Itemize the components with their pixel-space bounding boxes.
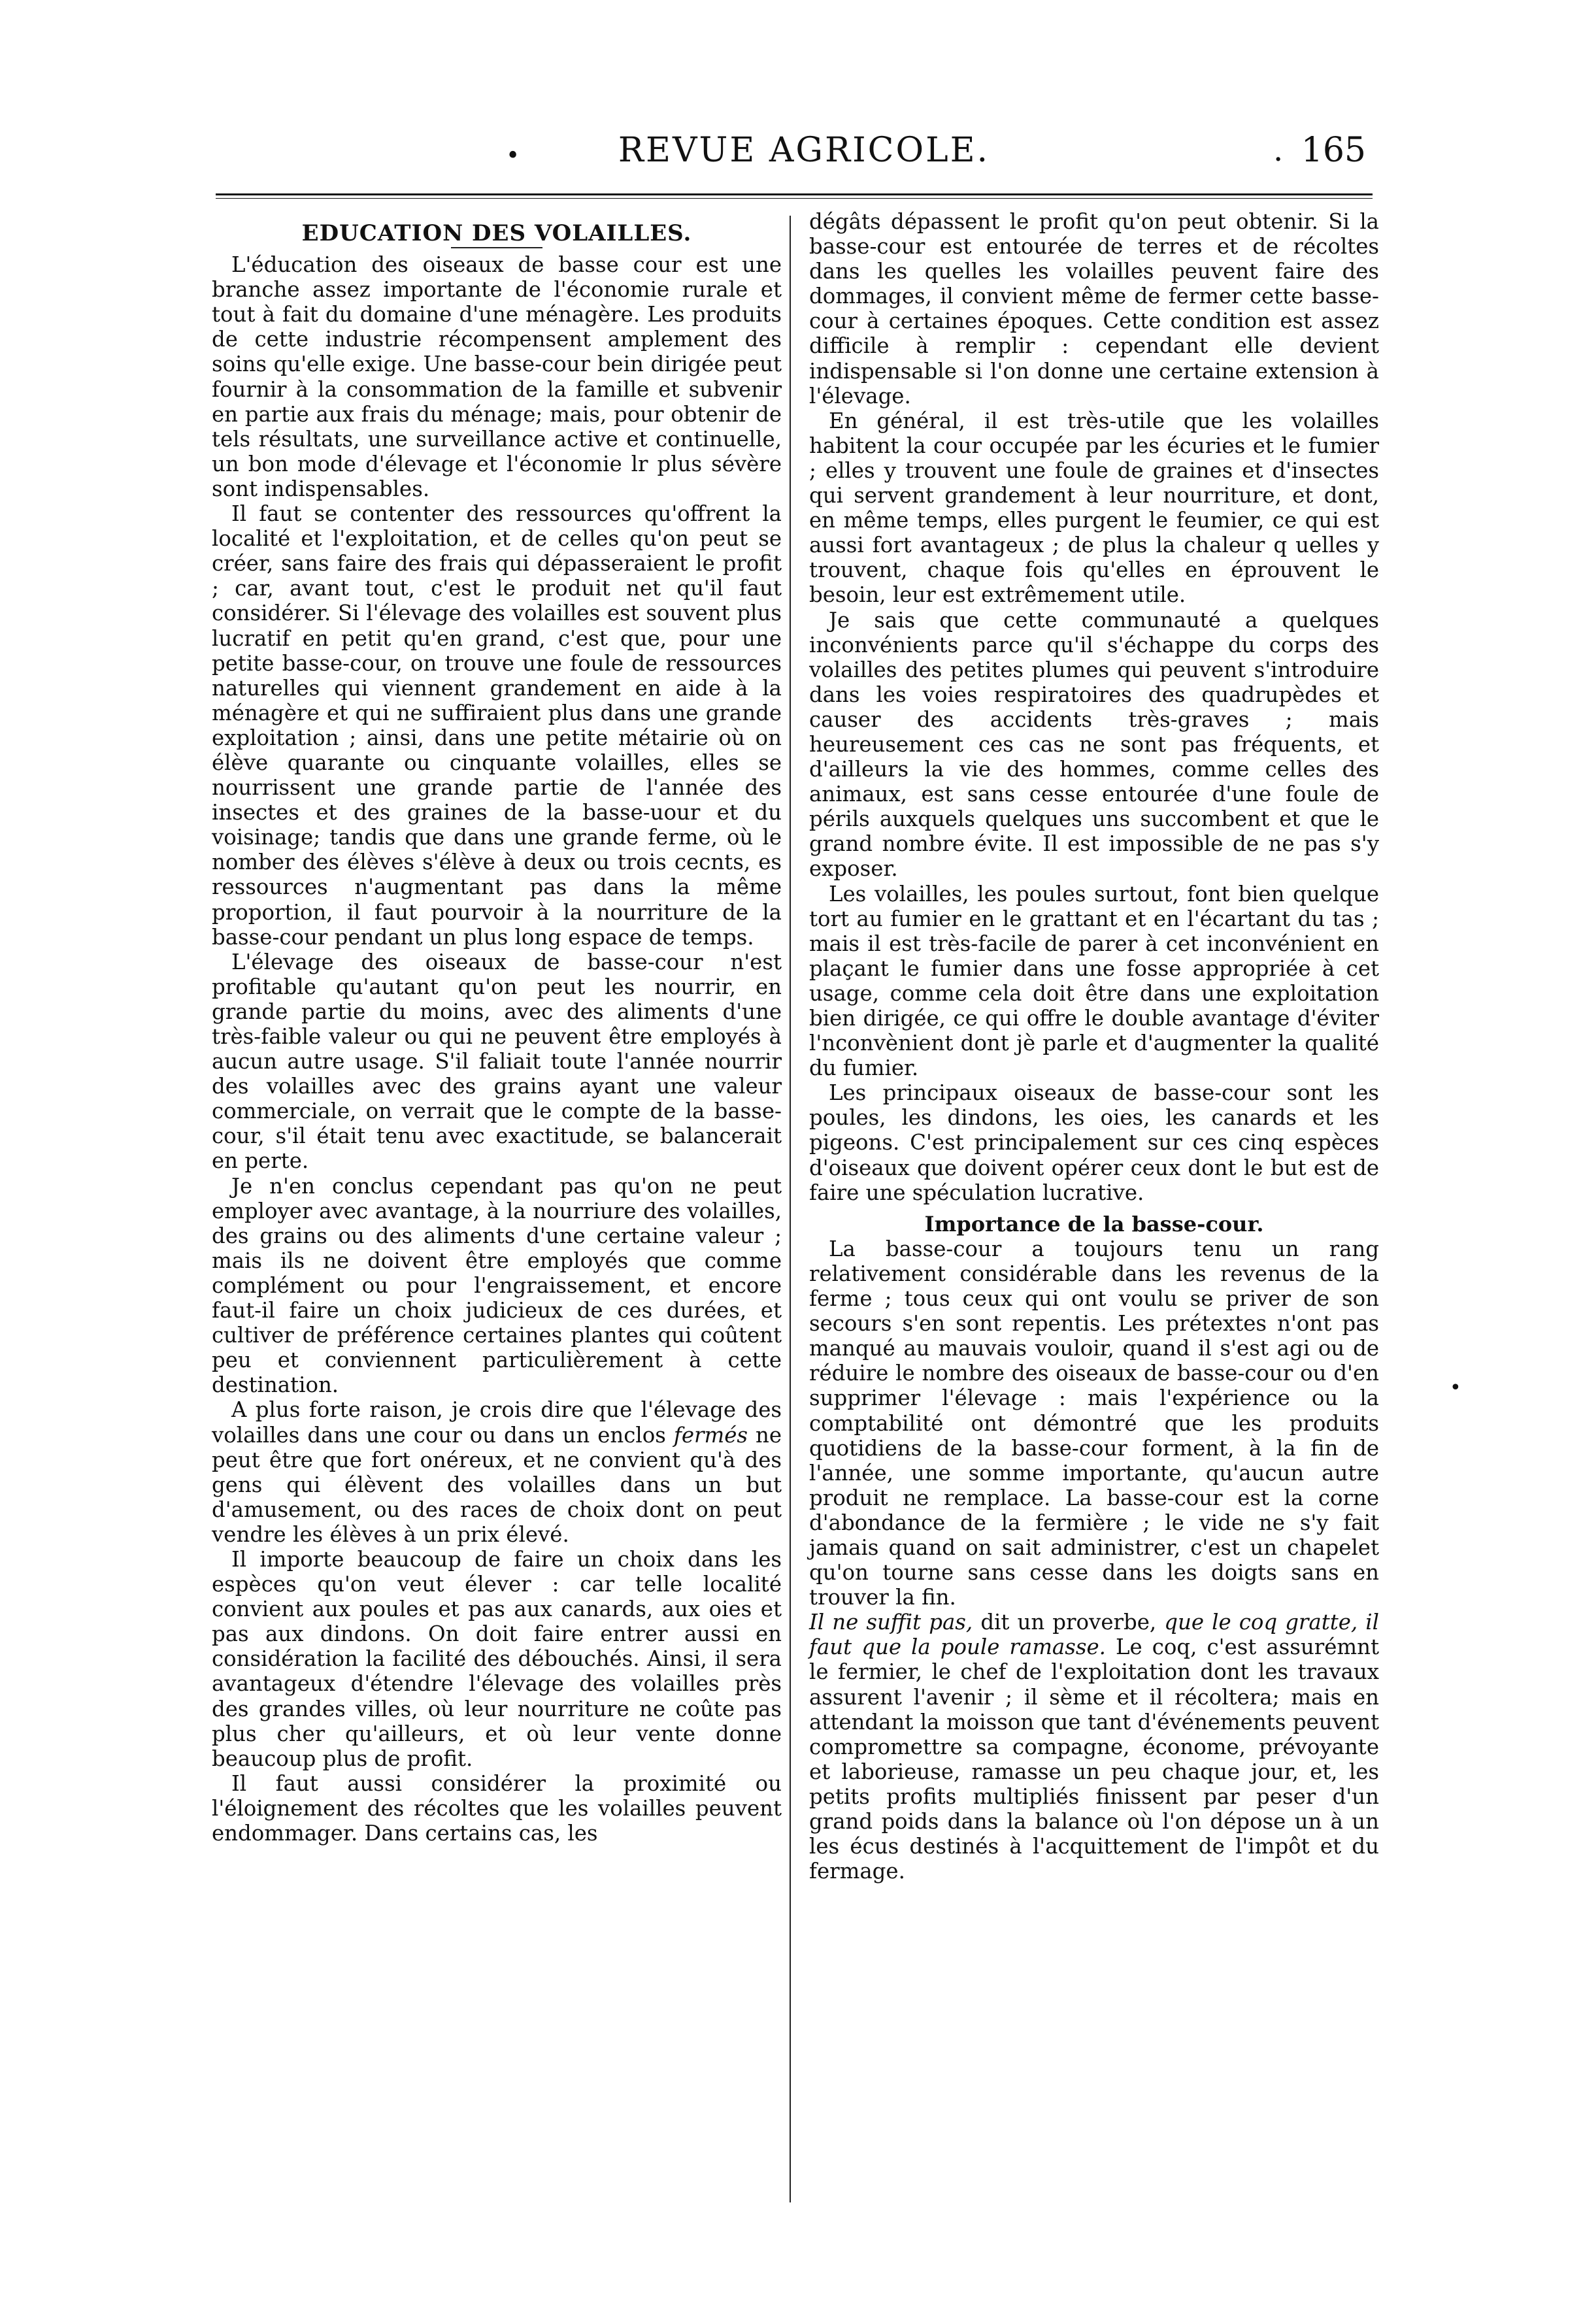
text-run: dit un proverbe, [980, 1610, 1157, 1635]
header-bullet: • [506, 142, 520, 169]
page-number: 165 [1301, 131, 1366, 170]
running-header [216, 128, 1392, 180]
paragraph: Il faut se contenter des ressources qu'offrent la localité et l'exploitation, et de celles qu'on peut se créer, sans faire des frais qui dépasseraient le profit ; car, avant tout, c'est le produit net qu'il faut considérer. Si l'élevage des volailles est souvent plus lucratif en petit qu'en grand, c'est que, pour une petite basse-cour, on trouve une foule de ressources naturelles qui viennent grandement en aide à la ménagère et qui ne suffiraient plus dans une grande exploitation ; ainsi, dans une petite métairie où on élève quarante ou cinquante volailles, elles se nourrissent une grande partie de l'année des insectes et des graines de la basse-uour et du voisinage; tandis que dans une grande ferme, où le nomber des élèves s'élève à deux ou trois cecnts, es ressources n'augmentant pas dans la même proportion, il faut pourvoir à la nourriture de la basse-cour pendant un plus long espace de temps. [212, 501, 782, 950]
column-divider [790, 216, 791, 2202]
margin-mark: • [1450, 1376, 1461, 1399]
paragraph: En général, il est très-utile que les volailles habitent la cour occupée par les écuries et le fumier ; elles y trouvent une foule de graines et d'insectes qui servent grandement à leur nourriture, et dont, en même temps, elles purgent le feumier, ce qui est aussi fort avantageux ; de plus la chaleur q uelles y trouvent, chaque fois qu'elles en éprouvent le besoin, leur est extrêmement utile. [809, 408, 1379, 608]
header-dot: . [1273, 132, 1284, 169]
header-rule [216, 193, 1373, 199]
paragraph: La basse-cour a toujours tenu un rang relativement considérable dans les revenus de la ferme ; tous ceux qui ont voulu se priver de son secours s'en sont repentis. Les prétextes n'ont pas manqué au mauvais vouloir, quand il s'est agi ou de réduire le nombre des oiseaux de basse-cour ou d'en supprimer l'élevage : mais l'expérience ou la comptabilité ont démontré que les produits quotidiens de la basse-cour forment, à la fin de l'année, une somme importante, qu'aucun autre produit ne remplace. La basse-cour est la corne d'abondance de la fermière ; le vide ne s'y fait jamais quand on sait administrer, c'est un chapelet qu'on tourne sans cesse dans les doigts sans en trouver la fin. [809, 1236, 1379, 1610]
paragraph: Les volailles, les poules surtout, font bien quelque tort au fumier en le grattant et en l'écartant du tas ; mais il est très-facile de parer à cet inconvénient en plaçant le fumier dans une fosse appropriée à cet usage, comme cela doit être dans une exploitation bien dirigée, ce qui offre le double avantage d'éviter l'nconvènient dont jè parle et d'augmenter la qualité du fumier. [809, 881, 1379, 1081]
paragraph: L'élevage des oiseaux de basse-cour n'est profitable qu'autant qu'on peut les nourrir, en grande partie du moins, avec des aliments d'une très-faible valeur ou qui ne peuvent être employés à aucun autre usage. S'il faliait toute l'année nourrir des volailles avec des grains ayant une valeur commerciale, on verrait que le compte de la basse-cour, s'il était tenu avec exactitude, se balancerait en perte. [212, 949, 782, 1174]
article-title: EDUCATION DES VOLAILLES. [301, 220, 692, 246]
italic-word: fermés [673, 1422, 748, 1448]
paragraph [212, 1397, 782, 1547]
paragraph: Il importe beaucoup de faire un choix dans les espèces qu'on veut élever : car telle localité convient aux poules et pas aux canards, aux oies et pas aux dindons. On doit faire entrer aussi en considération la facilité des débouchés. Ainsi, il sera avantageux d'étendre l'élevage des volailles près des grandes villes, où leur nourriture ne coûte pas plus cher qu'ailleurs, et où leur vente donne beaucoup plus de profit. [212, 1546, 782, 1771]
right-column [809, 209, 1379, 1884]
paragraph: Je n'en conclus cependant pas qu'on ne peut employer avec avantage, à la nourriure des volailles, des grains ou des aliments d'une certaine valeur ; mais ils ne doivent être employés que comme complément ou pour l'engraissement, et encore faut-il faire un choix judicieux de ces durées, et cultiver de préférence certaines plantes qui coûtent peu et conviennent particulièrement à cette destination. [212, 1173, 782, 1398]
paragraph: Les principaux oiseaux de basse-cour sont les poules, les dindons, les oies, les canards et les pigeons. C'est principalement sur ces cinq espèces d'oiseaux que doivent opérer ceux dont le but est de faire une spéculation lucrative. [809, 1080, 1379, 1205]
paragraph [809, 1610, 1379, 1884]
paragraph: L'éducation des oiseaux de basse cour est une branche assez importante de l'économie rurale et tout à fait du domaine d'une ménagère. Les produits de cette industrie récompensent amplement des soins qu'elle exige. Une basse-cour bein dirigée peut fournir à la consommation de la famille et subvenir en partie aux frais du ménage; mais, pour obtenir de tels résultats, une surveillance active et continuelle, un bon mode d'élevage et l'économie lr plus sévère sont indispensables. [212, 252, 782, 501]
italic-quote: Il ne suffit pas, [809, 1610, 973, 1635]
title-rule [451, 247, 542, 248]
paragraph: Il faut aussi considérer la proximité ou l'éloignement des récoltes que les volailles peuvent endommager. Dans certains cas, les [212, 1770, 782, 1846]
italic-quote: que le coq gratte, il faut que la poule ramasse. [809, 1610, 1380, 1660]
text-run: A plus forte raison, je crois dire que l'élevage des volailles dans une cour ou dans un enclos [212, 1397, 782, 1448]
left-column [212, 209, 782, 1846]
text-run: ne peut être que fort onéreux, et ne convient qu'à des gens qui élèvent des volailles dans un but d'amusement, ou des races de choix dont on peut vendre les élèves à un prix élevé. [212, 1422, 782, 1547]
text-run: Le coq, c'est assurémnt le fermier, le chef de l'exploitation dont les travaux assurent l'avenir ; il sème et il récoltera; mais en attendant la moisson que tant d'événements peuvent compromettre sa compagne, économe, prévoyante et laborieuse, ramasse un peu chaque jour, et, les petits profits multipliés finissent par peser d'un grand poids dans la balance où l'on dépose un à un les écus destinés à l'acquittement de l'impôt et du fermage. [809, 1635, 1379, 1884]
section-subheading: Importance de la basse-cour. [924, 1211, 1264, 1237]
paragraph: Je sais que cette communauté a quelques inconvénients parce qu'il s'échappe du corps des volailles des petites plumes qui peuvent s'introduire dans les voies respiratoires des quadrupèdes et causer des accidents très-graves ; mais heureusement ces cas ne sont pas fréquents, et d'ailleurs la vie des hommes, comme celles des animaux, est sans cesse entourée d'une foule de périls auxquels quelques uns succombent et que le grand nombre évite. Il est impossible de ne pas s'y exposer. [809, 607, 1379, 882]
paragraph: dégâts dépassent le profit qu'on peut obtenir. Si la basse-cour est entourée de terres et de récoltes dans les quelles les volailles peuvent faire des dommages, il convient même de fermer cette basse-cour à certaines époques. Cette condition est assez difficile à remplir : cependant elle devient indispensable si l'on donne une certaine extension à l'élevage. [809, 209, 1379, 408]
journal-title: REVUE AGRICOLE. [618, 131, 990, 170]
